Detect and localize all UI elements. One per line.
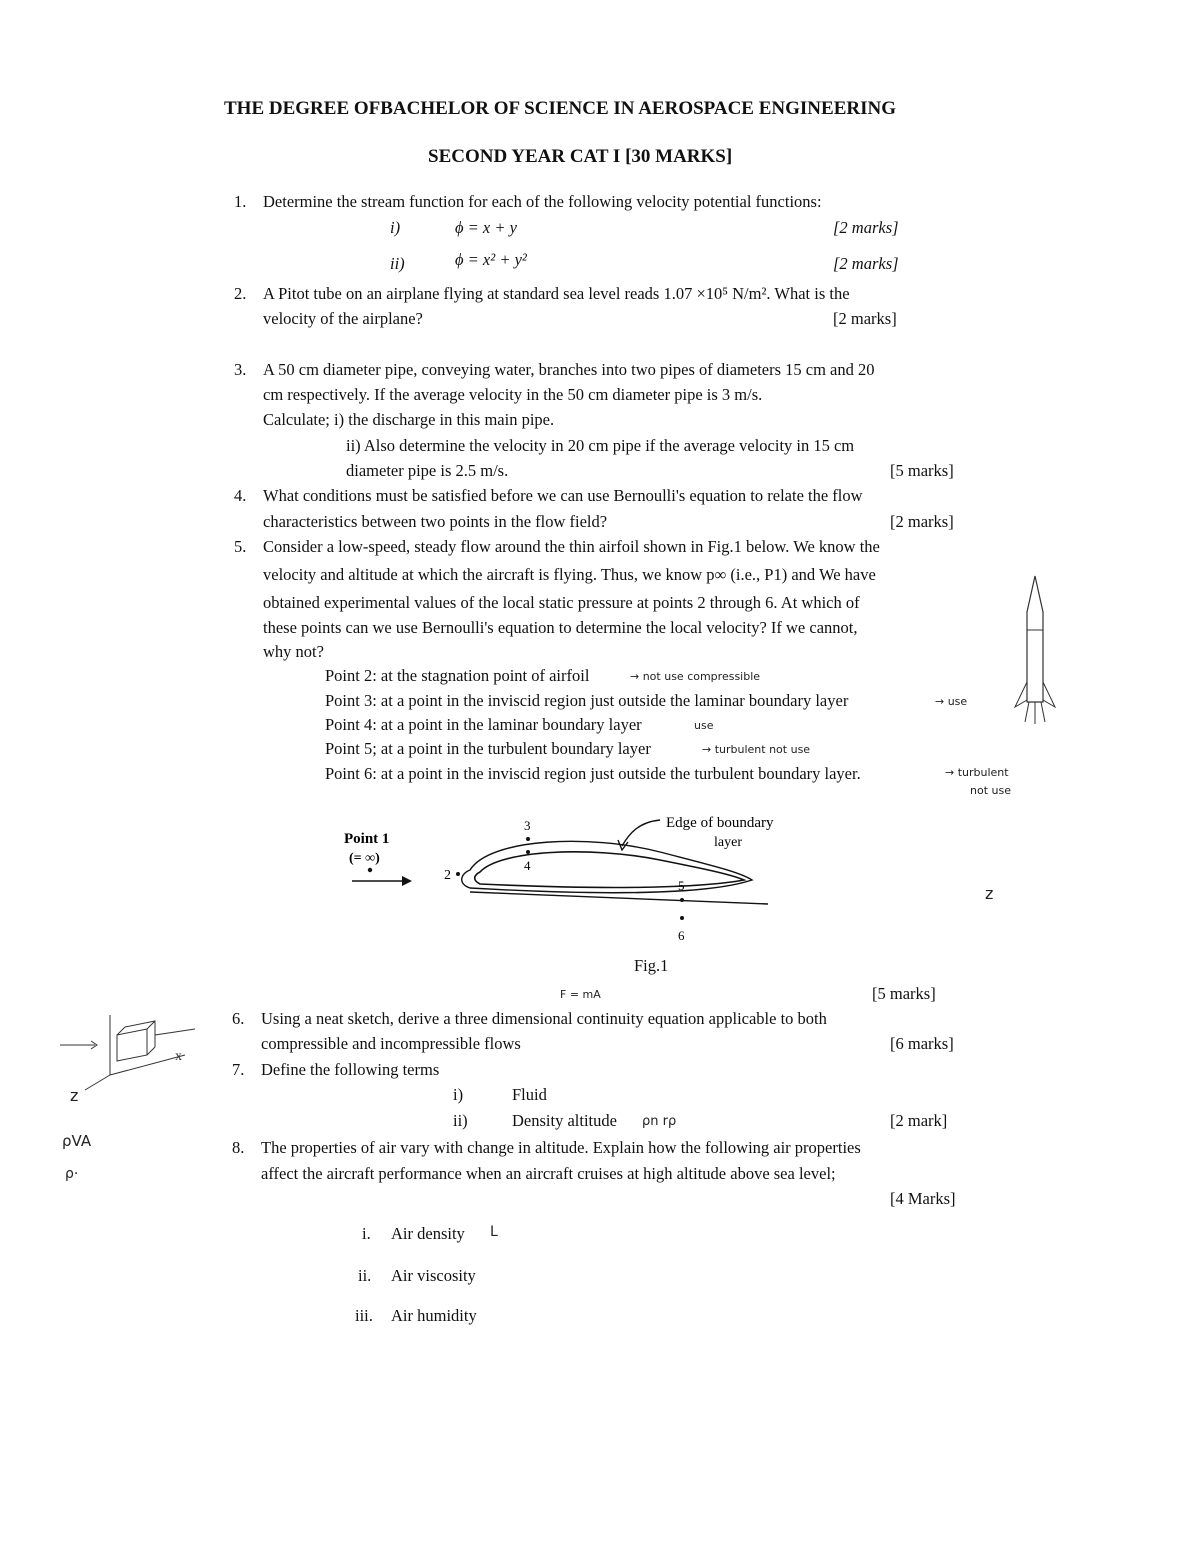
handwritten-note: → use (935, 695, 968, 708)
q8-iii-label: iii. (355, 1306, 373, 1325)
q8-i-label: i. (362, 1224, 371, 1243)
handwritten-note: z (985, 884, 994, 903)
q7-i-text: Fluid (512, 1085, 547, 1104)
question-number: 4. (234, 486, 247, 505)
exam-title: THE DEGREE OFBACHELOR OF SCIENCE IN AEROSPACE ENGINEERING (224, 98, 896, 119)
svg-text:x: x (175, 1049, 182, 1064)
fig-point2-label: 2 (444, 868, 451, 883)
fig-edge-label-2: layer (714, 835, 742, 850)
q1-i-equation: ϕ = x + y (455, 218, 517, 237)
fig-point1-dot (368, 868, 372, 872)
q4-marks: [2 marks] (890, 512, 954, 531)
fig-point6-label: 6 (678, 928, 685, 943)
handwritten-note: F = mA (560, 988, 601, 1001)
control-volume-sketch (55, 1005, 215, 1095)
exam-subtitle: SECOND YEAR CAT I [30 MARKS] (428, 146, 733, 167)
q3-line5: diameter pipe is 2.5 m/s. (346, 461, 509, 480)
airfoil-shape (475, 852, 744, 888)
handwritten-note: ρVA (62, 1132, 92, 1150)
q7-marks: [2 mark] (890, 1111, 948, 1130)
fig-point1-label: Point 1 (344, 831, 390, 847)
wake-line (470, 892, 768, 904)
handwritten-note: → turbulent (945, 766, 1009, 779)
q3-line3: Calculate; i) the discharge in this main pipe. (263, 410, 555, 429)
q7-ii-label: ii) (453, 1111, 468, 1130)
q1-text: Determine the stream function for each of the following velocity potential functions: (263, 192, 822, 211)
handwritten-note: use (694, 719, 714, 732)
q7-i-label: i) (453, 1085, 464, 1104)
q2-line1: A Pitot tube on an airplane flying at standard sea level reads 1.07 ×10⁵ N/m². What is the (263, 284, 850, 303)
q3-line4: ii) Also determine the velocity in 20 cm pipe if the average velocity in 15 cm (346, 436, 855, 455)
q1-ii-marks: [2 marks] (833, 254, 899, 273)
fig-point3-dot (526, 837, 530, 841)
q8-ii-label: ii. (358, 1266, 372, 1285)
question-number: 2. (234, 284, 247, 303)
q5-marks: [5 marks] (872, 984, 936, 1003)
q8-line2: affect the aircraft performance when an aircraft cruises at high altitude above sea level; (261, 1164, 836, 1183)
airfoil-figure (330, 810, 800, 960)
q1-ii-equation: ϕ = x² + y² (455, 250, 527, 269)
q4-line2: characteristics between two points in the flow field? (263, 512, 608, 531)
q5-line1: Consider a low-speed, steady flow around the thin airfoil shown in Fig.1 below. We know the (263, 537, 880, 556)
q6-marks: [6 marks] (890, 1034, 954, 1053)
handwritten-note: ρn rρ (642, 1114, 677, 1129)
fig-point4-label: 4 (524, 858, 531, 873)
q8-iii-text: Air humidity (391, 1306, 477, 1325)
question-number: 7. (232, 1060, 245, 1079)
handwritten-note: not use (970, 784, 1011, 797)
fig-point2-dot (456, 872, 460, 876)
fig-point1-sub: (= ∞) (349, 851, 380, 866)
q3-line1: A 50 cm diameter pipe, conveying water, branches into two pipes of diameters 15 cm and 20 (263, 360, 875, 379)
q2-marks: [2 marks] (833, 309, 897, 328)
q5-line2: velocity and altitude at which the aircraft is flying. Thus, we know p∞ (i.e., P1) and We have (263, 565, 876, 584)
question-number: 1. (234, 192, 247, 211)
handwritten-note: ρ· (65, 1166, 79, 1182)
q5-point6: Point 6: at a point in the inviscid region just outside the turbulent boundary layer. (325, 764, 861, 783)
fig-edge-label: Edge of boundary (666, 815, 774, 831)
fig-point5-dot (680, 898, 684, 902)
q5-point4: Point 4: at a point in the laminar boundary layer (325, 715, 642, 734)
question-number: 6. (232, 1009, 245, 1028)
figure-caption: Fig.1 (634, 956, 669, 975)
freestream-arrowhead (402, 876, 412, 886)
fig-point6-dot (680, 916, 684, 920)
q8-line1: The properties of air vary with change in altitude. Explain how the following air properties (261, 1138, 861, 1157)
q2-line2: velocity of the airplane? (263, 309, 423, 328)
handwritten-note: → turbulent not use (702, 743, 811, 756)
q7-text: Define the following terms (261, 1060, 440, 1079)
fig-point4-dot (526, 850, 530, 854)
q4-line1: What conditions must be satisfied before we can use Bernoulli's equation to relate the flow (263, 486, 863, 505)
rocket-doodle (1005, 572, 1065, 742)
question-number: 3. (234, 360, 247, 379)
q5-point2: Point 2: at the stagnation point of airfoil (325, 666, 590, 685)
q5-line5: why not? (263, 642, 324, 661)
q8-marks: [4 Marks] (890, 1189, 956, 1208)
q5-point3: Point 3: at a point in the inviscid region just outside the laminar boundary layer (325, 691, 849, 710)
q6-line1: Using a neat sketch, derive a three dimensional continuity equation applicable to both (261, 1009, 827, 1028)
q1-i-label: i) (390, 218, 401, 237)
fig-point5-label: 5 (678, 878, 685, 893)
q3-line2: cm respectively. If the average velocity in the 50 cm diameter pipe is 3 m/s. (263, 385, 763, 404)
handwritten-note: → not use compressible (630, 670, 761, 683)
q7-ii-text: Density altitude (512, 1111, 617, 1130)
handwritten-note: L (490, 1224, 498, 1240)
q5-point5: Point 5; at a point in the turbulent boundary layer (325, 739, 651, 758)
q1-ii-label: ii) (390, 254, 405, 273)
question-number: 5. (234, 537, 247, 556)
q8-i-text: Air density (391, 1224, 465, 1243)
handwritten-note: z (70, 1086, 79, 1105)
q1-i-marks: [2 marks] (833, 218, 899, 237)
q3-marks: [5 marks] (890, 461, 954, 480)
q8-ii-text: Air viscosity (391, 1266, 476, 1285)
q5-line4: these points can we use Bernoulli's equation to determine the local velocity? If we cannot, (263, 618, 858, 637)
q5-line3: obtained experimental values of the local static pressure at points 2 through 6. At which of (263, 593, 860, 612)
fig-point3-label: 3 (524, 818, 531, 833)
q6-line2: compressible and incompressible flows (261, 1034, 521, 1053)
question-number: 8. (232, 1138, 245, 1157)
